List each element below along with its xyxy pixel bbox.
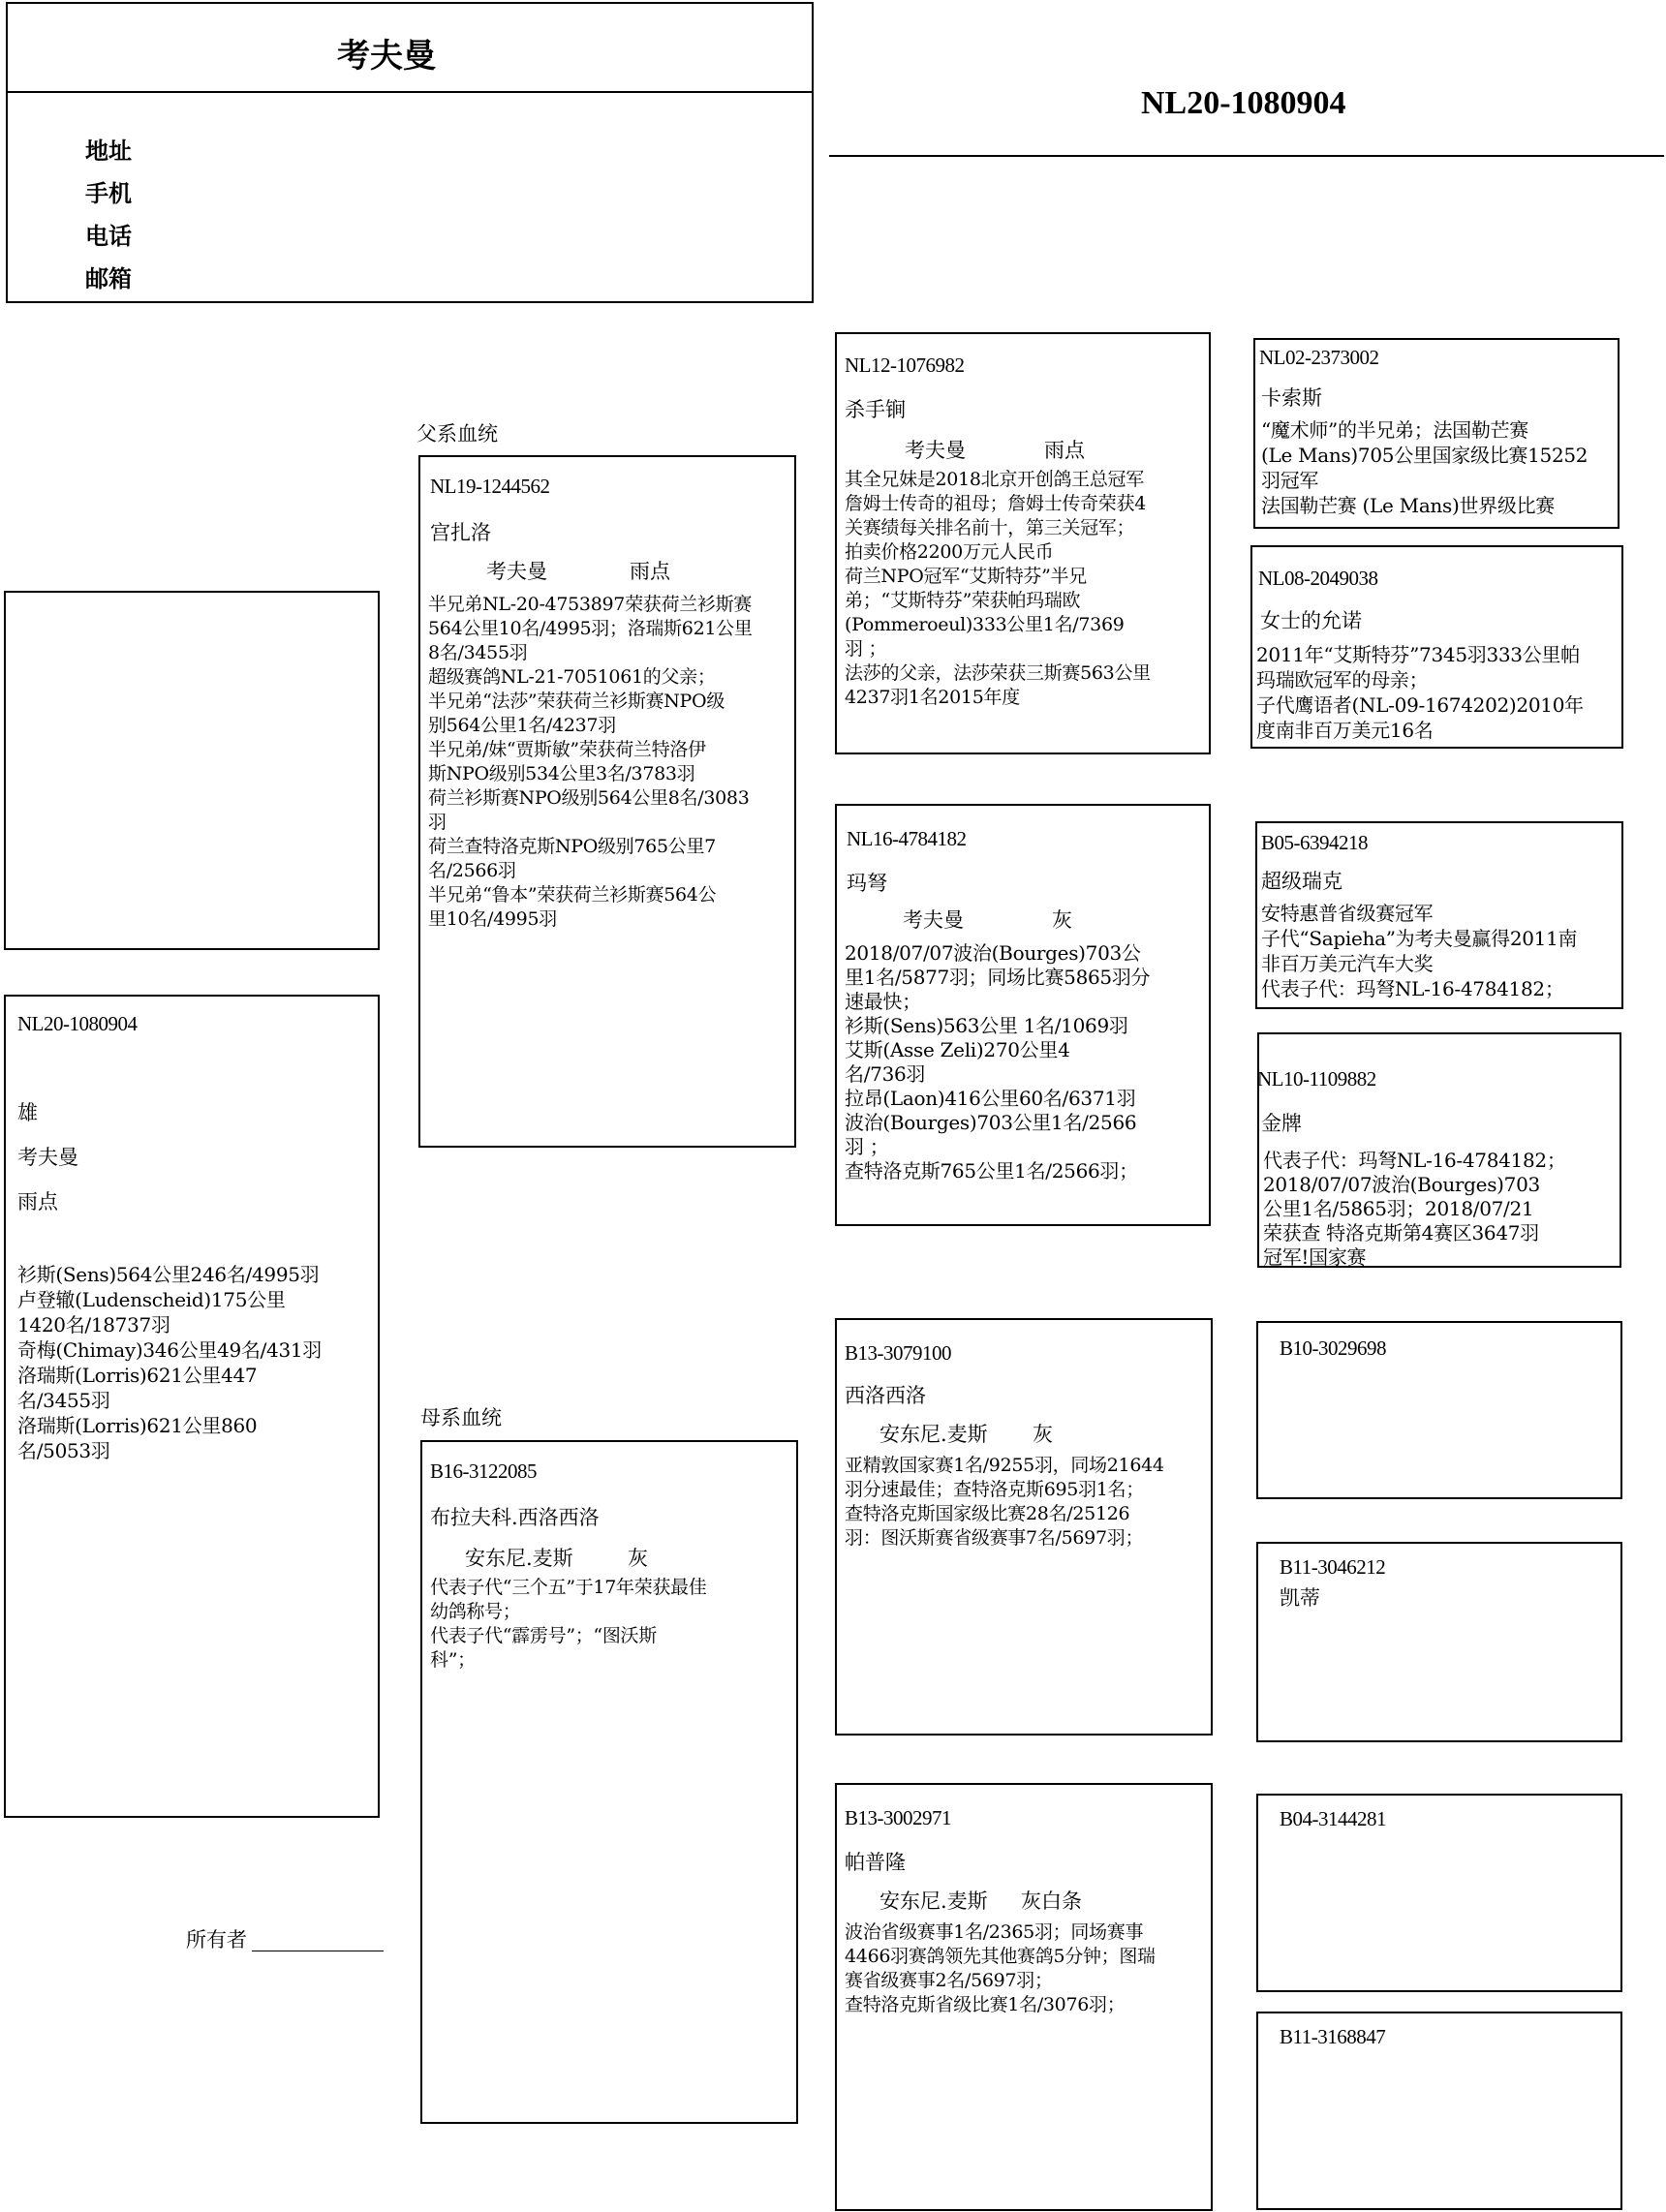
- ggp-4-name: 金牌: [1261, 1112, 1302, 1135]
- contact-email-label: 邮箱: [85, 265, 132, 292]
- header-divider: [8, 91, 812, 93]
- granddam-maternal-name: 帕普隆: [845, 1851, 906, 1874]
- granddam-maternal-notes: 波治省级赛事1名/2365羽；同场赛事 4466羽赛鸽领先其他赛鸽5分钟；图瑞 赛省级赛事2名/5697羽； 查特洛克斯省级比赛1名/3076羽；: [845, 1921, 1156, 2015]
- grandsire-maternal-card: [835, 1318, 1213, 1736]
- ggp-4-ring: NL10-1109882: [1257, 1067, 1376, 1091]
- subject-results: 衫斯(Sens)564公里246名/4995羽 卢登辙(Ludenscheid)175公里 1420名/18737羽 奇梅(Chimay)346公里49名/431羽 洛瑞斯(Lorris)621公里447 名/3455羽 洛瑞斯(Lorris)621公里860 名/5053羽: [17, 1263, 323, 1462]
- ggp-3-notes: 安特惠普省级赛冠军 子代“Sapieha”为考夫曼赢得2011南 非百万美元汽车大奖 代表子代：玛弩NL-16-4784182；: [1261, 902, 1578, 1000]
- dam-line-label: 母系血统: [420, 1406, 502, 1429]
- grandsire-paternal-ring: NL12-1076982: [845, 353, 965, 377]
- sire-name: 宫扎洛: [430, 521, 491, 544]
- grandsire-paternal-breeder: 考夫曼: [905, 439, 966, 462]
- ggp-8-card: [1256, 2012, 1622, 2210]
- granddam-paternal-ring: NL16-4784182: [847, 827, 967, 850]
- granddam-paternal-breeder: 考夫曼: [903, 908, 964, 932]
- grandsire-maternal-notes: 亚精敦国家赛1名/9255羽，同场21644 羽分速最佳；查特洛克斯695羽1名； 查特洛克斯国家级比赛28名/25126 羽：图沃斯赛省级赛事7名/5697羽；: [845, 1455, 1164, 1549]
- contact-phone-label: 电话: [85, 223, 132, 250]
- ggp-5-ring: B10-3029698: [1280, 1336, 1386, 1360]
- header-owner-box: [6, 2, 814, 303]
- contact-mobile-label: 手机: [85, 180, 132, 207]
- ggp-3-card: [1255, 821, 1623, 1009]
- sire-ring: NL19-1244562: [430, 475, 550, 498]
- ggp-6-name: 凯蒂: [1280, 1586, 1320, 1610]
- header-ring-number: NL20-1080904: [1141, 85, 1346, 121]
- granddam-maternal-color: 灰白条: [1021, 1889, 1082, 1913]
- sire-notes: 半兄弟NL-20-4753897荣获荷兰衫斯赛 564公里10名/4995羽；洛瑞斯621公里 8名/3455羽 超级赛鸽NL-21-7051061的父亲； 半兄弟“法莎”荣获荷兰衫斯赛NPO级 别564公里1名/4237羽 半兄弟/妹“贾斯敏”荣获荷兰特洛伊 斯NPO级别534公里3名/3783羽 荷兰衫斯赛NPO级别564公里8名/3083 羽 荷兰查特洛克斯NPO级别765公里7 名/2566羽 半兄弟“鲁本”荣获荷兰衫斯赛564公 里10名/4995羽: [428, 594, 753, 930]
- granddam-maternal-breeder: 安东尼.麦斯: [879, 1889, 988, 1913]
- header-owner-name: 考夫曼: [337, 37, 436, 76]
- contact-address-label: 地址: [85, 138, 132, 165]
- dam-name: 布拉夫科.西洛西洛: [430, 1506, 600, 1529]
- grandsire-maternal-color: 灰: [1033, 1423, 1053, 1446]
- grandsire-paternal-color: 雨点: [1044, 439, 1085, 462]
- dam-color: 灰: [628, 1547, 648, 1570]
- granddam-maternal-ring: B13-3002971: [845, 1806, 951, 1829]
- sire-breeder: 考夫曼: [486, 560, 547, 583]
- ggp-2-ring: NL08-2049038: [1258, 567, 1378, 590]
- ggp-7-ring: B04-3144281: [1280, 1807, 1386, 1830]
- dam-breeder: 安东尼.麦斯: [465, 1547, 573, 1570]
- ggp-1-ring: NL02-2373002: [1259, 346, 1379, 369]
- sire-line-label: 父系血统: [416, 422, 498, 445]
- granddam-maternal-card: [835, 1783, 1213, 2211]
- ggp-6-ring: B11-3046212: [1280, 1555, 1386, 1579]
- grandsire-paternal-name: 杀手锏: [845, 398, 906, 421]
- subject-color: 雨点: [17, 1190, 58, 1214]
- ggp-1-name: 卡索斯: [1261, 386, 1322, 410]
- ggp-7-card: [1256, 1794, 1622, 1992]
- subject-card: [4, 995, 380, 1818]
- granddam-paternal-color: 灰: [1052, 908, 1072, 932]
- grandsire-paternal-notes: 其全兄妹是2018北京开创鸽王总冠军 詹姆士传奇的祖母；詹姆士传奇荣获4 关赛绩每关排名前十，第三关冠军； 拍卖价格2200万元人民币 荷兰NPO冠军“艾斯特芬”半兄 弟；“艾斯特芬”荣获帕玛瑞欧 (Pommeroeul)333公里1名/7369 羽 ； 法莎的父亲，法莎荣获三斯赛563公里 4237羽1名2015年度: [845, 469, 1151, 708]
- granddam-paternal-name: 玛弩: [847, 872, 887, 895]
- grandsire-maternal-name: 西洛西洛: [845, 1384, 926, 1407]
- granddam-paternal-card: [835, 804, 1211, 1226]
- ggp-1-card: [1253, 338, 1620, 529]
- ggp-6-card: [1256, 1542, 1622, 1742]
- grandsire-paternal-card: [835, 332, 1211, 754]
- ggp-8-ring: B11-3168847: [1280, 2025, 1386, 2048]
- photo-frame: [4, 591, 380, 950]
- dam-notes: 代表子代“三个五”于17年荣获最佳 幼鸽称号； 代表子代“霹雳号”；“图沃斯 科”；: [430, 1577, 707, 1671]
- ggp-4-notes: 代表子代：玛弩NL-16-4784182； 2018/07/07波治(Bourges)703 公里1名/5865羽；2018/07/21 荣获查 特洛克斯第4赛区3647羽 冠军!国家赛: [1263, 1149, 1566, 1269]
- owner-label: 所有者: [186, 1928, 247, 1951]
- ggp-1-notes: “魔术师”的半兄弟；法国勒芒赛 (Le Mans)705公里国家级比赛15252 羽冠军 法国勒芒赛 (Le Mans)世界级比赛: [1261, 418, 1589, 517]
- dam-card: [420, 1440, 798, 2124]
- sire-card: [418, 455, 796, 1148]
- sire-color: 雨点: [630, 560, 670, 583]
- ggp-4-card: [1257, 1032, 1621, 1268]
- ggp-2-notes: 2011年“艾斯特芬”7345羽333公里帕 玛瑞欧冠军的母亲； 子代鹰语者(NL-09-1674202)2010年 度南非百万美元16名: [1256, 643, 1584, 742]
- subject-breeder: 考夫曼: [17, 1146, 78, 1169]
- ggp-2-name: 女士的允诺: [1260, 609, 1362, 632]
- ggp-3-ring: B05-6394218: [1261, 831, 1368, 854]
- ggp-5-card: [1256, 1321, 1622, 1499]
- subject-ring: NL20-1080904: [17, 1012, 138, 1035]
- ggp-3-name: 超级瑞克: [1261, 870, 1342, 893]
- subject-sex: 雄: [17, 1101, 38, 1124]
- header-underline: [829, 155, 1664, 157]
- granddam-paternal-notes: 2018/07/07波治(Bourges)703公 里1名/5877羽；同场比赛5865羽分 速最快； 衫斯(Sens)563公里 1名/1069羽 艾斯(Asse Zeli)270公里4 名/736羽 拉昂(Laon)416公里60名/6371羽 波治(Bourges)703公里1名/2566 羽 ； 查特洛克斯765公里1名/2566羽；: [845, 941, 1151, 1183]
- grandsire-maternal-breeder: 安东尼.麦斯: [879, 1423, 988, 1446]
- ggp-2-card: [1250, 545, 1623, 749]
- grandsire-maternal-ring: B13-3079100: [845, 1341, 951, 1365]
- dam-ring: B16-3122085: [430, 1459, 537, 1483]
